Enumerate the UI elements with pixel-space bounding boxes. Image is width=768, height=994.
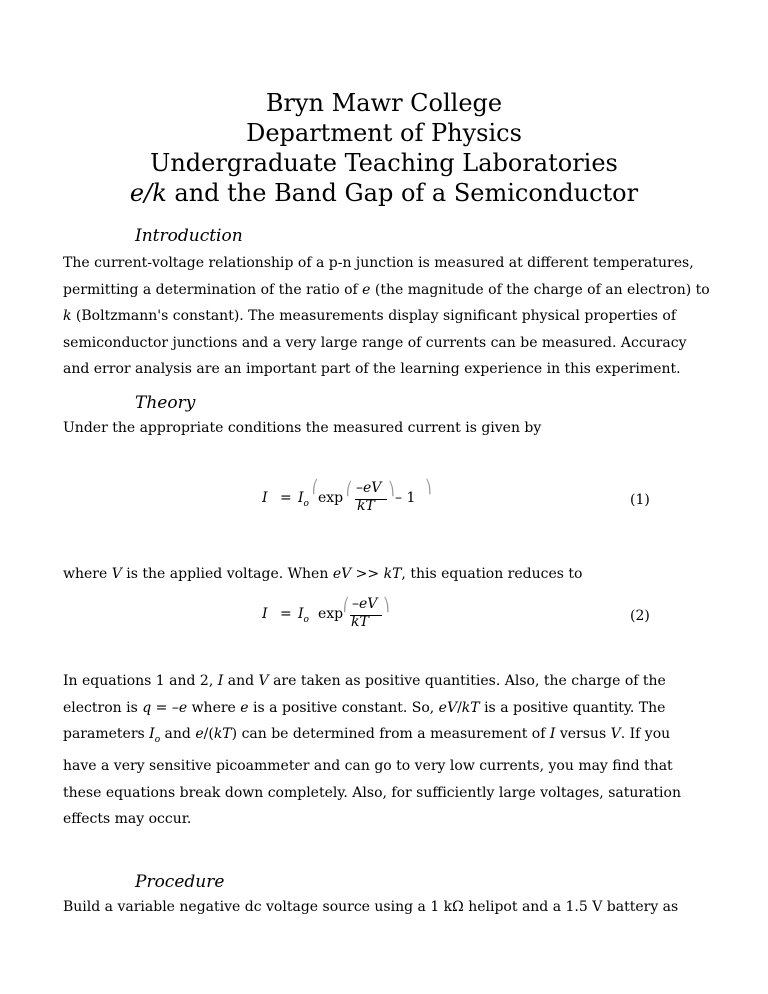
document-title (0, 88, 768, 208)
theory-intro: Under the appropriate conditions the measured current is given by (63, 420, 542, 436)
procedure-paragraph: Build a variable negative dc voltage source using a 1 kΩ helipot and a 1.5 V battery as (63, 899, 679, 915)
equation-2-number: (2) (630, 608, 650, 624)
intro-line-3: k (Boltzmann's constant). The measurements display significant physical properties of (63, 308, 677, 324)
theory-mid: where V is the applied voltage. When eV >> kT, this equation reduces to (63, 566, 583, 582)
title-line-college: Bryn Mawr College (265, 89, 503, 117)
theory-paragraph: In equations 1 and 2, I and V are taken as positive quantities. Also, the charge of the electron is q = –e where e is a positive constant. So, eV/kT is a positive quantity. The parameters $I_o$ and e/(kT) can be determined from a measurement of I versus V. If you have a very sensitive picoammeter and can go to very low currents, you may find that these equations break down completely. Also, for sufficiently large voltages, saturation effects may occur. (63, 673, 681, 828)
title-ek: e/k (129, 179, 167, 207)
title-line-department: Department of Physics (246, 119, 522, 147)
introduction-paragraph (63, 250, 713, 383)
title-rest: and the Band Gap of a Semiconductor (166, 179, 639, 207)
equation-1: I = $I_o$ ⎛ exp ⎛ – eV kT ⎞ – 1 ⎞ (1) (262, 480, 650, 514)
intro-line-2: permitting a determination of the ratio of e (the magnitude of the charge of an electron) to (63, 281, 710, 298)
intro-line-4: semiconductor junctions and a very large range of currents can be measured. Accuracy (63, 334, 687, 351)
equation-2: I = $I_o$ exp ⎛ – eV kT ⎞ (2) (262, 596, 650, 630)
title-line-labs: Undergraduate Teaching Laboratories (150, 149, 618, 177)
heading-introduction: Introduction (135, 226, 243, 246)
heading-procedure: Procedure (135, 872, 225, 892)
heading-theory: Theory (135, 393, 196, 413)
intro-line-1: The current-voltage relationship of a p-n junction is measured at different temperatures, (63, 255, 694, 271)
equation-1-number: (1) (630, 492, 650, 508)
intro-line-5: and error analysis are an important part of the learning experience in this experiment. (63, 361, 681, 377)
title-line-experiment (0, 178, 768, 208)
